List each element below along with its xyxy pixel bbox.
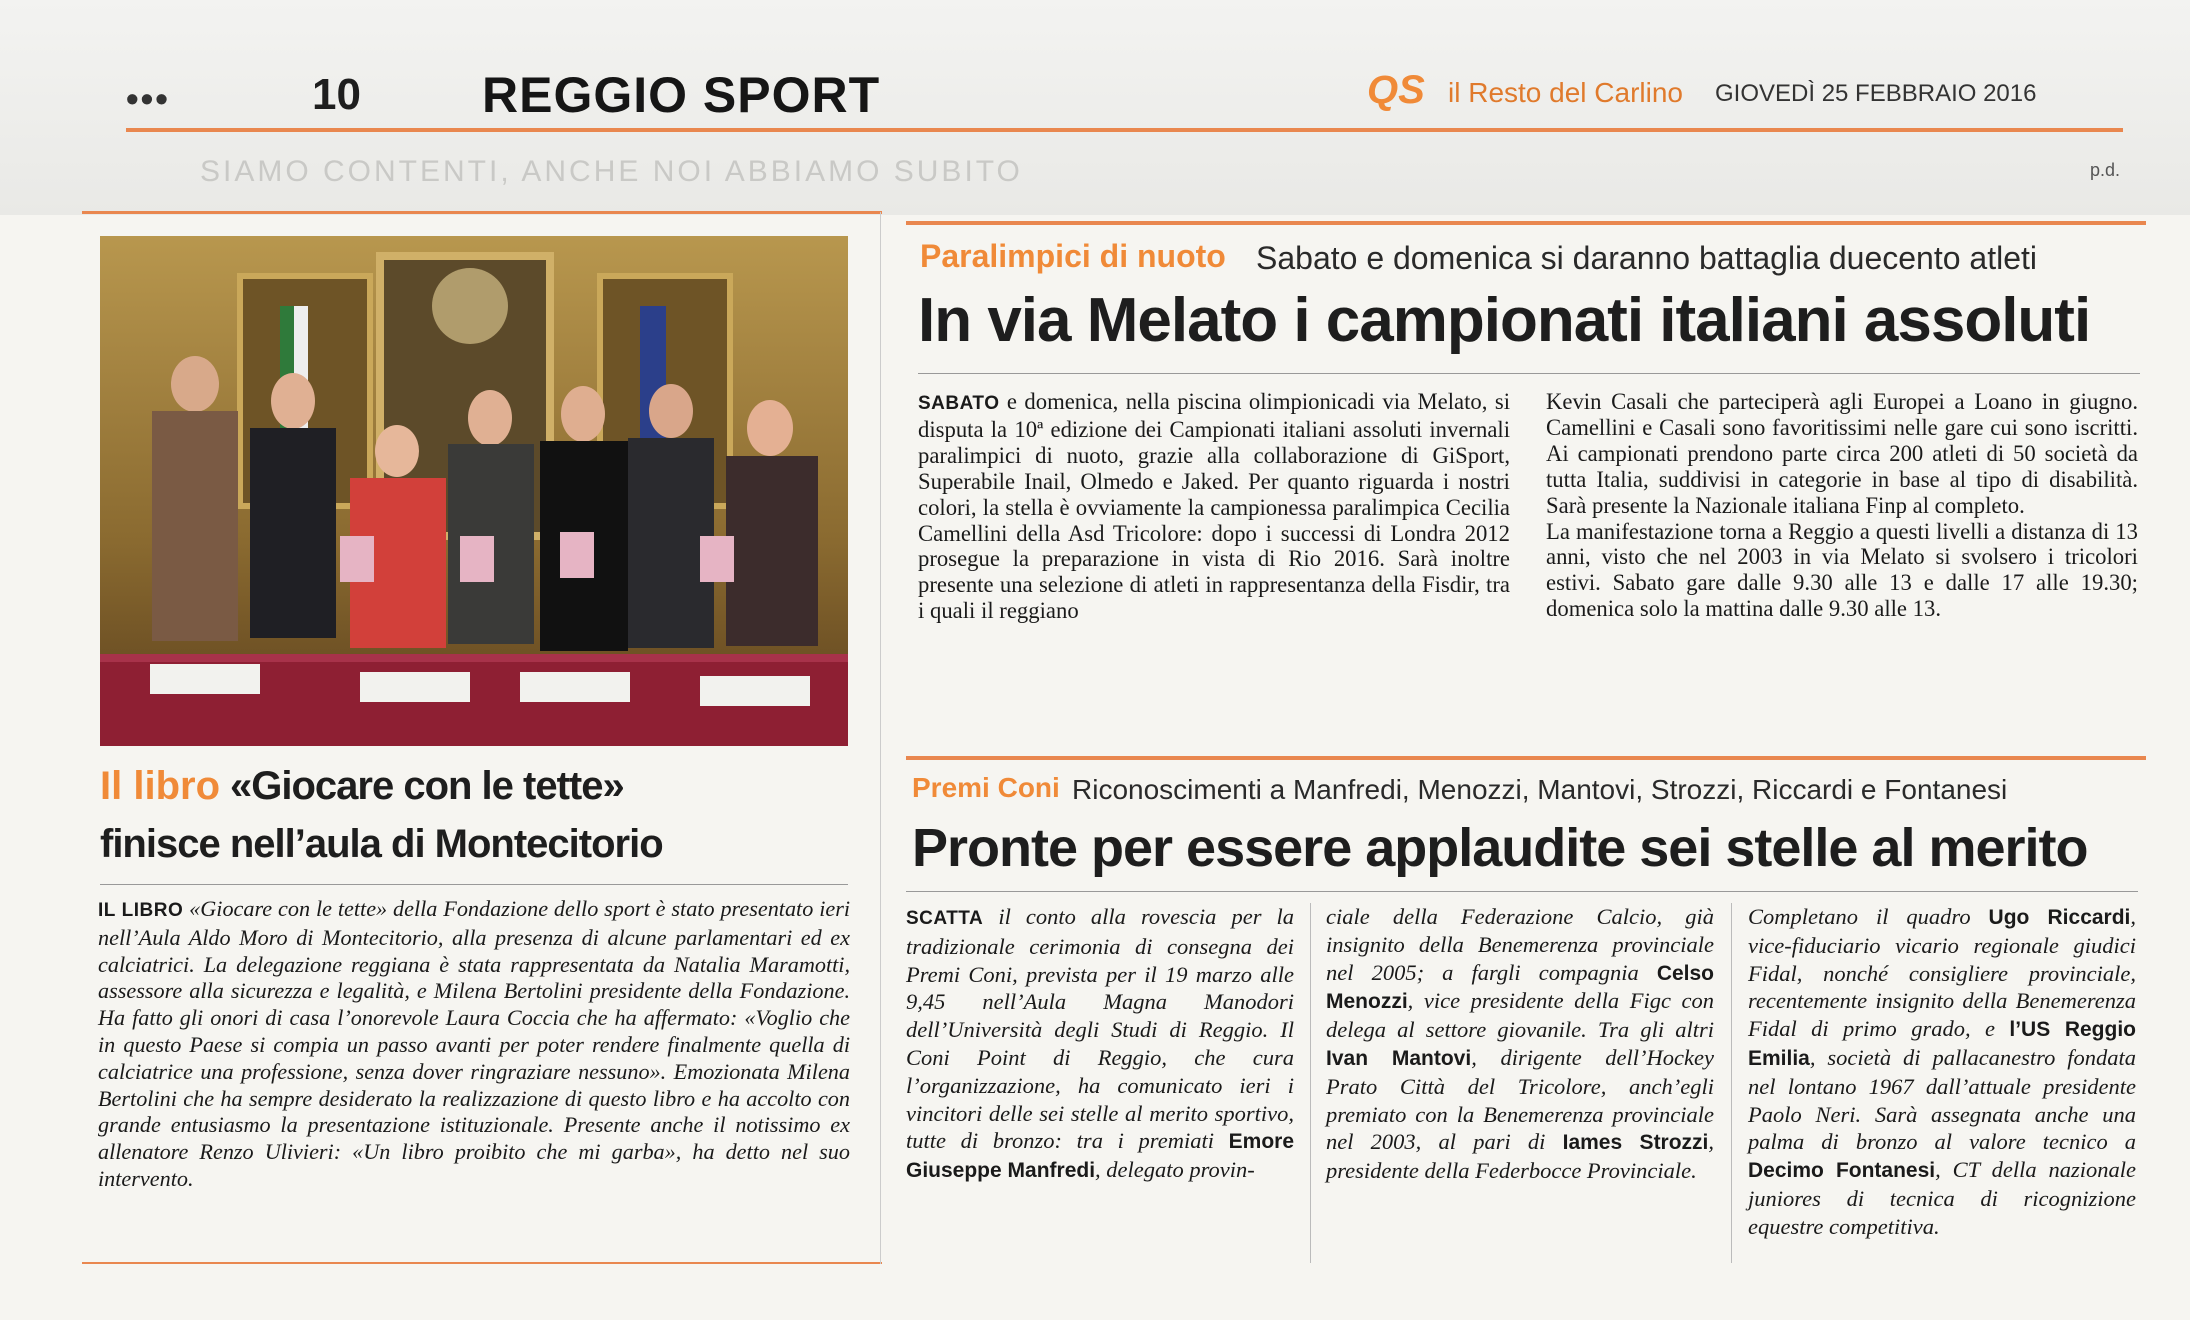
article2-col1-text: il conto alla rovescia per la tradizionale cerimonia di consegna dei Premi Coni, prevista per il 19 marzo alle 9,45 nell’Aula Magna Manodori dell’Università degli Studi di Reggio. Il Coni Point di Reggio, che cura l’organizzazione, ha comunicato ieri i vincitori delle sei stelle al merito sportivo, tutte di bronzo: tra i premiati bbox=[906, 904, 1295, 1154]
article1-headline: In via Melato i campionati italiani assoluti bbox=[918, 286, 2091, 355]
issue-date: GIOVEDÌ 25 FEBBRAIO 2016 bbox=[1715, 80, 2037, 107]
left-body-text: «Giocare con le tette» della Fondazione dello sport è stato presentato ieri nell’Aula Aldo Moro di Montecitorio, alla presenza di alcune parlamentari ed ex calciatrici. La delegazione reggiana è stata rappresentata da Natalia Maramotti, assessore alla sicurezza e legalità, e Milena Bertolini presidente della Fondazione. Ha fatto gli onori di casa l’onorevole Laura Coccia che ha affermato: «Voglio che in questo Paese si compia un passo avanti per poter rendere finalmente quella di calciatrice una professione, senza dover ringraziare nessuno». Emozionata Milena Bertolini che ha sempre desiderato la realizzazione di questo libro e ha accolto con grande entusiasmo la presentazione istituzionale. Presente anche il notissimo ex allenatore Renzo Ulivieri: «Un libro proibito che mi garba», ha detto nel suo intervento. bbox=[98, 896, 851, 1191]
article2-col2-mid: , vice presidente della Figc con delega al settore giovanile. Tra gli altri bbox=[1326, 988, 1714, 1043]
article2-lead: SCATTA bbox=[906, 908, 984, 929]
article2-headline: Pronte per essere applaudite sei stelle al merito bbox=[912, 818, 2088, 878]
header-dots: ••• bbox=[126, 78, 170, 119]
left-headline-rule bbox=[100, 884, 848, 885]
name-menozzi: Celso Menozzi bbox=[1326, 961, 1714, 1014]
left-article-body bbox=[98, 896, 850, 1193]
article2-column2 bbox=[1326, 903, 1714, 1185]
article1-column1 bbox=[918, 389, 1510, 624]
left-headline-part1: «Giocare con le tette» bbox=[230, 764, 624, 808]
article2-col3-end: , CT della nazionale juniores di tecnica di ricognizione equestre competitiva. bbox=[1748, 1157, 2136, 1239]
left-article-top-rule bbox=[82, 211, 882, 214]
name-riccardi: Ugo Riccardi bbox=[1988, 906, 2131, 929]
article2-kicker: Premi Coni bbox=[912, 772, 1060, 803]
article1-headline-rule bbox=[918, 373, 2140, 374]
brand-logo: QS bbox=[1367, 68, 1425, 112]
name-fontanesi: Decimo Fontanesi bbox=[1748, 1159, 1936, 1183]
article1-lead: SABATO bbox=[918, 393, 1000, 414]
photo-illustration bbox=[100, 236, 848, 746]
article2-top-rule bbox=[906, 756, 2146, 760]
brand-name: il Resto del Carlino bbox=[1448, 77, 1683, 108]
left-article-bottom-rule bbox=[82, 1262, 882, 1264]
left-headline-line2: finisce nell’aula di Montecitorio bbox=[100, 822, 663, 866]
article2-col3-start: Completano il quadro bbox=[1748, 904, 1971, 929]
article1-top-rule bbox=[906, 221, 2146, 225]
bleed-through-text: SIAMO CONTENTI, ANCHE NOI ABBIAMO SUBITO bbox=[200, 155, 1023, 188]
article1-kicker: Paralimpici di nuoto bbox=[920, 238, 1226, 274]
name-strozzi: Iames Strozzi bbox=[1562, 1131, 1709, 1155]
page-number: 10 bbox=[312, 70, 361, 119]
article1-col2b-text: La manifestazione torna a Reggio a questi livelli a distanza di 13 anni, visto che nel 2003 in via Melato si svolsero i tricolori estivi. Sabato gare dalle 9.30 alle 13 e dalle 17 alle 19.30; domenica solo la mattina dalle 9.30 alle 13. bbox=[1546, 518, 2138, 622]
article2-col2-mid2: , dirigente dell’Hockey Prato Città del Tricolore, anch’egli premiato con la Benemerenza provinciale nel 2003, al pari di bbox=[1326, 1044, 1714, 1155]
article1-subhead: Sabato e domenica si daranno battaglia duecento atleti bbox=[1256, 240, 2037, 276]
left-lead: IL LIBRO bbox=[98, 900, 184, 921]
article2-headline-rule bbox=[906, 891, 2138, 892]
article1-col1-text: e domenica, nella piscina olimpionicadi via Melato, si disputa la 10ª edizione dei Campionati italiani assoluti invernali paralimpici di nuoto, grazie alla collaborazione di GiSport, Superabile Inail, Olmedo e Jaked. Per quanto riguarda i nostri colori, la stella è ovviamente la campionessa paralimpica Cecilia Camellini della Asd Tricolore: dopo i successi di Londra 2012 prosegue la preparazione in vista di Rio 2016. Sarà inoltre presente una selezione di atleti in rappresentanza della Fisdir, tra i quali il reggiano bbox=[918, 389, 1511, 624]
article2-column1 bbox=[906, 903, 1294, 1185]
article1-col2a-text: Kevin Casali che parteciperà agli Europei a Loano in giugno. Camellini e Casali sono favoritissimi nelle gare cui sono iscritti. Ai campionati prendono parte circa 200 atleti di 50 società da tutta Italia, suddivisi in categorie in base al tipo di disabilità. Sarà presente la Nazionale italiana Finp al completo. bbox=[1546, 389, 2138, 518]
article2-column3 bbox=[1748, 903, 2136, 1241]
article2-subhead: Riconoscimenti a Manfredi, Menozzi, Mantovi, Strozzi, Riccardi e Fontanesi bbox=[1072, 774, 2008, 805]
article2-col-separator-2 bbox=[1731, 903, 1732, 1263]
left-kicker: Il libro bbox=[100, 764, 220, 808]
article2-col2-start: ciale della Federazione Calcio, già insignito della Benemerenza provinciale nel 2005; a fargli compagnia bbox=[1326, 904, 1714, 985]
article1-column2 bbox=[1546, 389, 2138, 622]
article2-col-separator-1 bbox=[1310, 903, 1311, 1263]
article2-col2-end: , presidente della Federbocce Provinciale. bbox=[1326, 1129, 1715, 1184]
left-headline-line1 bbox=[100, 762, 624, 809]
article2-col1-end: , delegato provin- bbox=[1095, 1157, 1255, 1183]
section-title: REGGIO SPORT bbox=[482, 67, 881, 123]
name-us-reggio: l’US Reggio Emilia bbox=[1748, 1018, 2137, 1070]
group-photo bbox=[100, 236, 848, 746]
name-mantovi: Ivan Mantovi bbox=[1326, 1046, 1472, 1070]
corner-mark: p.d. bbox=[2090, 160, 2121, 180]
name-manfredi: Emore Giuseppe Manfredi bbox=[906, 1130, 1294, 1183]
article2-col3-mid: , vice-fiduciario vicario regionale giudici Fidal, nonché consigliere provinciale, recentemente insignito della Benemerenza Fidal di primo grado, e bbox=[1748, 904, 2137, 1042]
column-divider bbox=[880, 212, 881, 1264]
header-rule bbox=[126, 128, 2123, 132]
article2-col3-mid2: , società di pallacanestro fondata nel lontano 1967 dall’attuale presidente Paolo Neri. Sarà assegnata anche una palma di bronzo al valore tecnico a bbox=[1748, 1044, 2136, 1155]
